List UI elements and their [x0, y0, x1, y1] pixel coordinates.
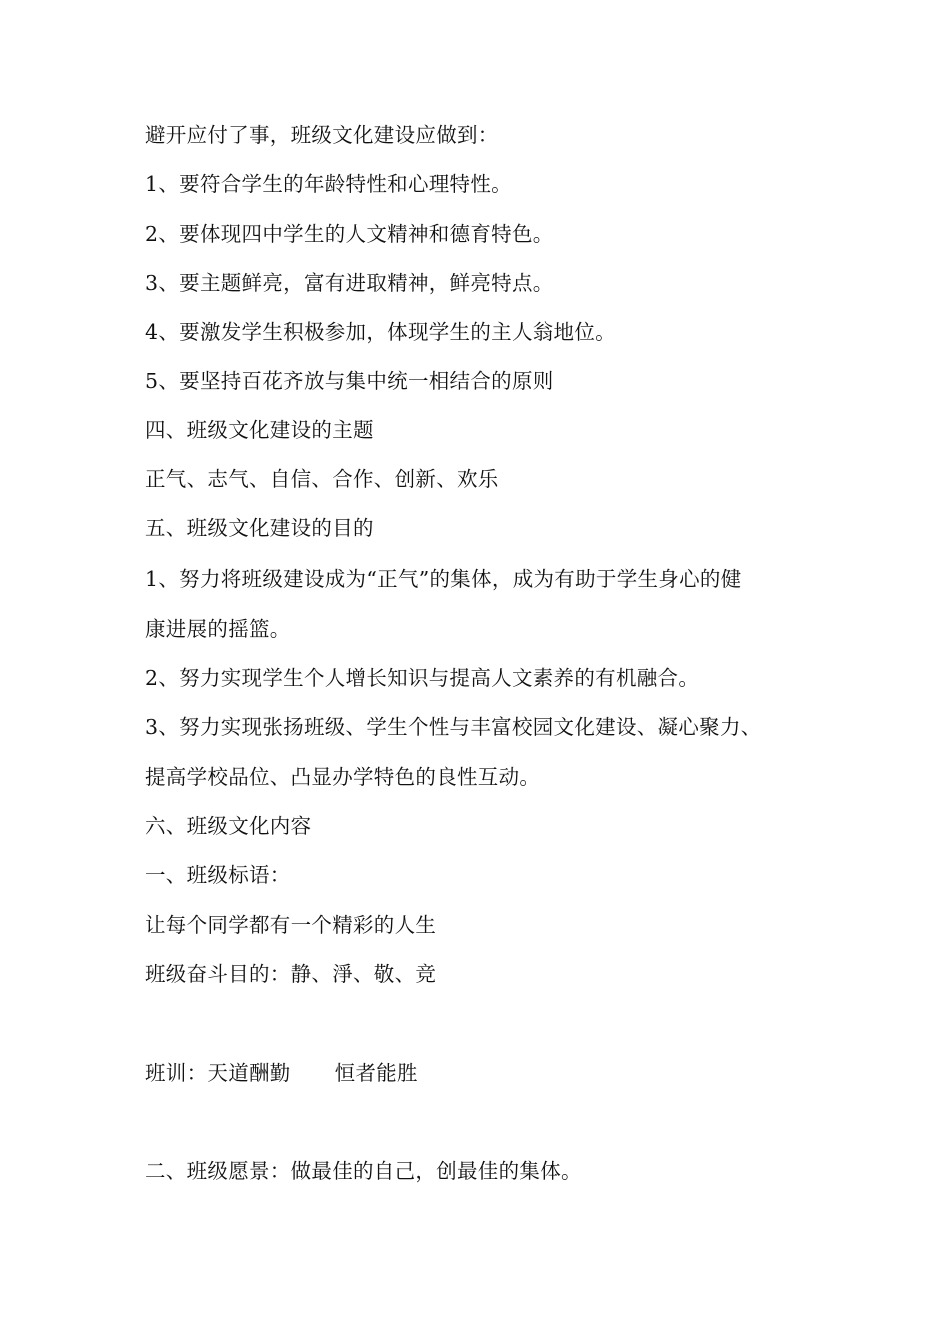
class-vision: 二、班级愿景：做最佳的自己，创最佳的集体。	[145, 1159, 582, 1183]
class-motto	[145, 1059, 418, 1087]
section-heading: 四、班级文化建设的主题	[145, 418, 374, 442]
text-line: 康进展的摇篮。	[145, 617, 291, 641]
text-line: 2、要体现四中学生的人文精神和德育特色。	[145, 222, 554, 246]
text-line: 3、努力实现张扬班级、学生个性与丰富校园文化建设、凝心聚力、	[145, 715, 762, 739]
section-heading: 六、班级文化内容	[145, 814, 312, 838]
text-line: 避开应付了事，班级文化建设应做到：	[145, 123, 499, 147]
text-line: 提高学校品位、凸显办学特色的良性互动。	[145, 765, 541, 789]
text-line: 4、要激发学生积极参加，体现学生的主人翁地位。	[145, 320, 616, 344]
text-line: 5、要坚持百花齐放与集中统一相结合的原则	[145, 369, 554, 393]
slogan-line: 让每个同学都有一个精彩的人生	[145, 913, 437, 937]
goal-line: 班级奋斗目的：静、淨、敬、竞	[145, 962, 437, 986]
text-line: 1、努力将班级建设成为“正气”的集体，成为有助于学生身心的健	[145, 567, 742, 591]
section-heading: 五、班级文化建设的目的	[145, 516, 374, 540]
text-line: 3、要主题鲜亮，富有进取精神，鲜亮特点。	[145, 271, 554, 295]
motto-part-2: 恒者能胜	[334, 1061, 418, 1085]
text-line: 正气、志气、自信、合作、创新、欢乐	[145, 467, 499, 491]
motto-part-1: 班训：天道酬勤	[145, 1061, 291, 1085]
text-line: 1、要符合学生的年龄特性和心理特性。	[145, 172, 512, 196]
subsection-heading: 一、班级标语：	[145, 863, 291, 887]
text-line: 2、努力实现学生个人增长知识与提高人文素养的有机融合。	[145, 666, 700, 690]
